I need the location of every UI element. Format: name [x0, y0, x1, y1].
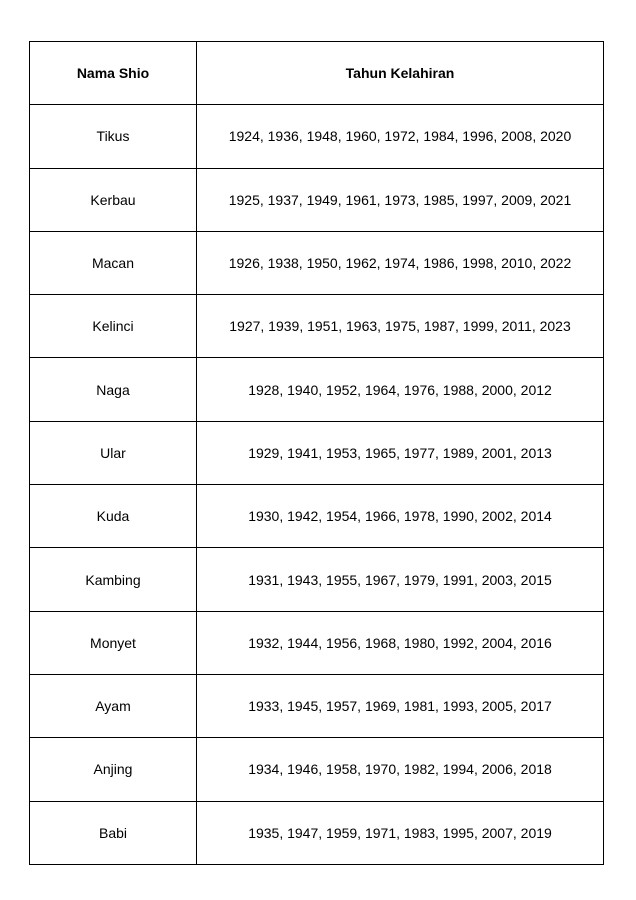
- shio-name-cell: Macan: [30, 231, 197, 294]
- birth-years-cell: 1926, 1938, 1950, 1962, 1974, 1986, 1998, 2010, 2022: [197, 231, 604, 294]
- table-row: [30, 295, 604, 358]
- shio-table: [29, 41, 604, 865]
- table-row: [30, 801, 604, 864]
- birth-years-cell: 1934, 1946, 1958, 1970, 1982, 1994, 2006, 2018: [197, 738, 604, 801]
- table-row: [30, 548, 604, 611]
- table-row: [30, 738, 604, 801]
- table-row: [30, 168, 604, 231]
- shio-name-cell: Babi: [30, 801, 197, 864]
- table-row: [30, 485, 604, 548]
- birth-years-cell: 1930, 1942, 1954, 1966, 1978, 1990, 2002, 2014: [197, 485, 604, 548]
- table-row: [30, 231, 604, 294]
- shio-table-container: [29, 41, 603, 864]
- shio-name-cell: Kambing: [30, 548, 197, 611]
- table-row: [30, 105, 604, 168]
- table-header-row: [30, 42, 604, 105]
- birth-years-cell: 1933, 1945, 1957, 1969, 1981, 1993, 2005, 2017: [197, 674, 604, 737]
- shio-name-cell: Naga: [30, 358, 197, 421]
- shio-name-cell: Ular: [30, 421, 197, 484]
- header-tahun-kelahiran: Tahun Kelahiran: [197, 42, 604, 105]
- birth-years-cell: 1935, 1947, 1959, 1971, 1983, 1995, 2007, 2019: [197, 801, 604, 864]
- birth-years-cell: 1924, 1936, 1948, 1960, 1972, 1984, 1996, 2008, 2020: [197, 105, 604, 168]
- table-row: [30, 674, 604, 737]
- birth-years-cell: 1931, 1943, 1955, 1967, 1979, 1991, 2003, 2015: [197, 548, 604, 611]
- birth-years-cell: 1932, 1944, 1956, 1968, 1980, 1992, 2004, 2016: [197, 611, 604, 674]
- table-row: [30, 611, 604, 674]
- birth-years-cell: 1929, 1941, 1953, 1965, 1977, 1989, 2001, 2013: [197, 421, 604, 484]
- birth-years-cell: 1925, 1937, 1949, 1961, 1973, 1985, 1997, 2009, 2021: [197, 168, 604, 231]
- header-nama-shio: Nama Shio: [30, 42, 197, 105]
- shio-name-cell: Kelinci: [30, 295, 197, 358]
- shio-name-cell: Anjing: [30, 738, 197, 801]
- birth-years-cell: 1928, 1940, 1952, 1964, 1976, 1988, 2000, 2012: [197, 358, 604, 421]
- shio-name-cell: Monyet: [30, 611, 197, 674]
- table-row: [30, 421, 604, 484]
- shio-name-cell: Kuda: [30, 485, 197, 548]
- shio-name-cell: Tikus: [30, 105, 197, 168]
- shio-name-cell: Kerbau: [30, 168, 197, 231]
- shio-name-cell: Ayam: [30, 674, 197, 737]
- table-row: [30, 358, 604, 421]
- birth-years-cell: 1927, 1939, 1951, 1963, 1975, 1987, 1999, 2011, 2023: [197, 295, 604, 358]
